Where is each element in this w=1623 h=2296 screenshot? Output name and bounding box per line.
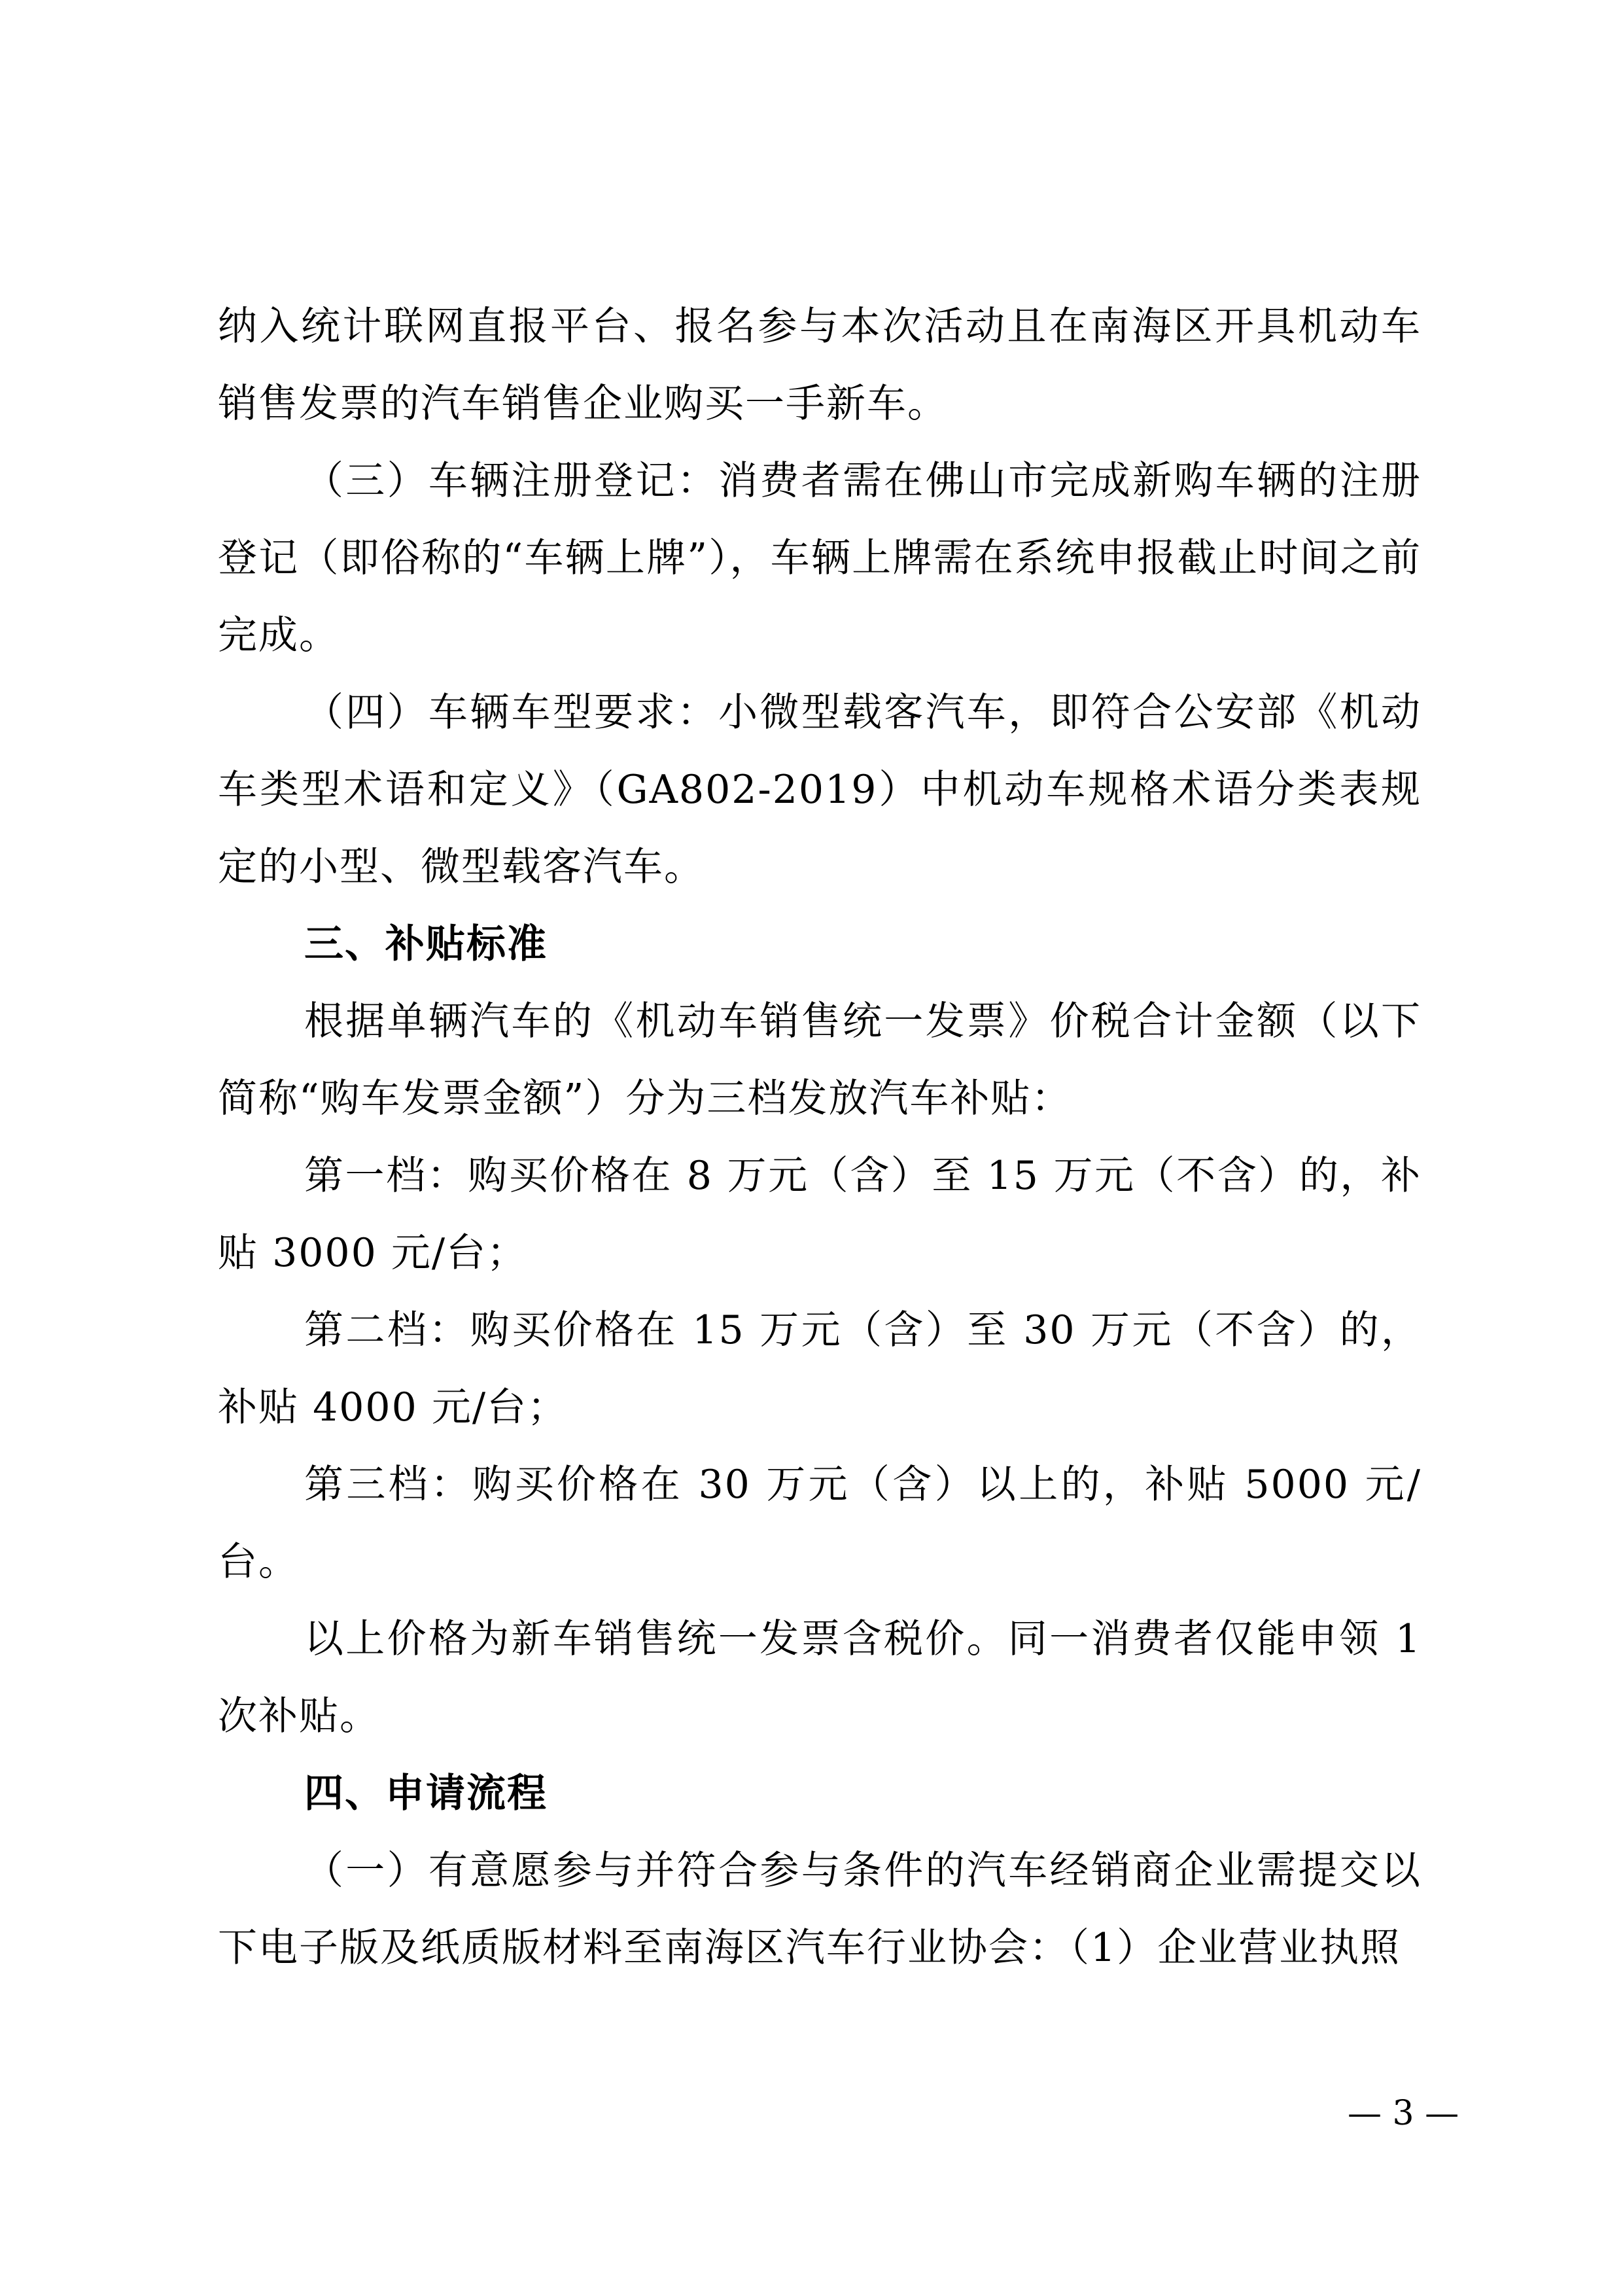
paragraph-subsidy-intro: 根据单辆汽车的《机动车销售统一发票》价税合计金额（以下简称“购车发票金额”）分为三档发放汽车补贴： [218, 998, 1422, 1122]
paragraph-price-note: 以上价格为新车销售统一发票含税价。同一消费者仅能申领 1 次补贴。 [218, 1616, 1422, 1739]
section-heading-subsidy-standard: 三、补贴标准 [304, 921, 548, 967]
paragraph-application-step-1: （一）有意愿参与并符合参与条件的汽车经销商企业需提交以下电子版及纸质版材料至南海区汽车行业协会：（1）企业营业执照 [218, 1848, 1422, 1971]
paragraph-tier-1: 第一档：购买价格在 8 万元（含）至 15 万元（不含）的，补贴 3000 元/台； [218, 1153, 1422, 1276]
document-body [218, 288, 1422, 1987]
paragraph-vehicle-type: （四）车辆车型要求：小微型载客汽车，即符合公安部《机动车类型术语和定义》（GA802-2019）中机动车规格术语分类表规定的小型、微型载客汽车。 [218, 690, 1422, 890]
paragraph-continuation: 纳入统计联网直报平台、报名参与本次活动且在南海区开具机动车销售发票的汽车销售企业购买一手新车。 [218, 304, 1422, 427]
paragraph-tier-2: 第二档：购买价格在 15 万元（含）至 30 万元（不含）的，补贴 4000 元/台； [218, 1307, 1422, 1430]
paragraph-vehicle-registration: （三）车辆注册登记：消费者需在佛山市完成新购车辆的注册登记（即俗称的“车辆上牌”），车辆上牌需在系统申报截止时间之前完成。 [218, 458, 1422, 658]
paragraph-tier-3: 第三档：购买价格在 30 万元（含）以上的，补贴 5000 元/台。 [218, 1462, 1422, 1585]
section-heading-application-process: 四、申请流程 [304, 1771, 548, 1816]
page-number: — 3 — [1348, 2094, 1459, 2133]
